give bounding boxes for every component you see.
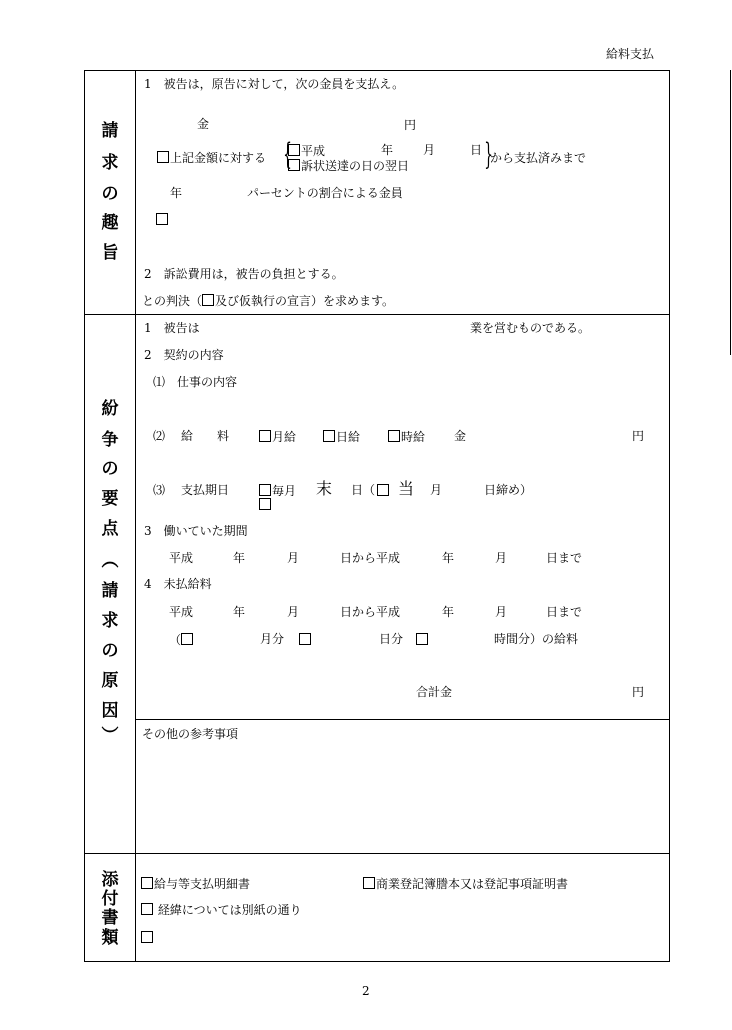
judgment-suffix: 及び仮執行の宣言）を求めます。 [215, 294, 395, 308]
interest-checkbox[interactable] [157, 151, 169, 163]
section-divider [84, 853, 670, 854]
hourly-label: 時給 [401, 430, 426, 444]
right-brace: } [484, 137, 493, 172]
judgment-line [142, 294, 394, 307]
daily-checkbox[interactable] [323, 430, 335, 442]
every-month-label: 毎月 [272, 484, 297, 498]
heading-column-divider [135, 70, 136, 962]
monthly-label: 月給 [272, 430, 297, 444]
section-divider [135, 719, 670, 720]
salary-number: ⑵ [153, 429, 166, 443]
salary-money-label: 金 [454, 429, 467, 443]
period-year-2: 年 [442, 551, 455, 565]
monthly-option[interactable] [259, 430, 296, 443]
day-portion-checkbox[interactable] [299, 633, 311, 645]
heading-char: 求 [101, 153, 119, 173]
unpaid-month-2: 月 [495, 605, 508, 619]
heading-char: 因 [101, 701, 119, 721]
heading-char: 求 [101, 611, 119, 631]
registry-checkbox[interactable] [363, 877, 375, 889]
other-payday-checkbox[interactable] [259, 498, 271, 510]
work-content-label: ⑴ 仕事の内容 [153, 375, 238, 389]
unpaid-until: 日まで [546, 605, 583, 619]
extra-claim-checkbox[interactable] [156, 213, 168, 225]
left-brace: { [283, 137, 292, 172]
judgment-prefix: との判決（ [142, 294, 203, 308]
unpaid-heisei: 平成 [169, 605, 194, 619]
hour-portion-checkbox[interactable] [416, 633, 428, 645]
current-month: 当 [398, 479, 415, 498]
payday-label: 支払期日 [181, 483, 230, 497]
closing-day: 日締め） [484, 483, 533, 497]
claim-item-1: 1 被告は，原告に対して，次の金員を支払え。 [144, 77, 405, 91]
salary-yen: 円 [632, 429, 645, 443]
service-label: 訴状送達の日の翌日 [301, 159, 410, 173]
details-option[interactable] [141, 903, 302, 916]
heading-char: 争 [101, 430, 119, 450]
table-border-top [84, 70, 670, 71]
period-from: 日から平成 [340, 551, 401, 565]
unpaid-salary-heading: 4 未払給料 [144, 577, 212, 591]
every-month-option[interactable] [259, 484, 296, 497]
rate-text: パーセントの割合による金員 [247, 186, 403, 200]
unpaid-from: 日から平成 [340, 605, 401, 619]
daily-label: 日給 [336, 430, 361, 444]
heading-char: 旨 [101, 243, 119, 263]
heisei-label: 平成 [301, 144, 326, 158]
interest-option[interactable] [157, 151, 266, 164]
table-border-right [669, 70, 670, 962]
heading-char: 請 [101, 121, 119, 141]
other-notes-label: その他の参考事項 [142, 727, 239, 741]
claim-item-2: 2 訴訟費用は，被告の負担とする。 [144, 267, 344, 281]
period-month-2: 月 [495, 551, 508, 565]
heading-char: 紛 [101, 399, 119, 419]
monthly-checkbox[interactable] [259, 430, 271, 442]
heisei-checkbox[interactable] [288, 144, 300, 156]
document-title: 給料支払 [606, 47, 655, 61]
registry-option[interactable] [363, 877, 568, 890]
section-divider [84, 314, 670, 315]
interest-label: 上記金額に対する [170, 151, 267, 165]
payday-number: ⑶ [153, 483, 166, 497]
unpaid-year: 年 [233, 605, 246, 619]
closing-month: 月 [430, 483, 443, 497]
heading-char: 趣 [101, 213, 119, 233]
heading-char: 要 [101, 489, 119, 509]
details-label: 経緯については別紙の通り [157, 903, 302, 917]
unpaid-year-2: 年 [442, 605, 455, 619]
unit-month: 月 [423, 143, 436, 157]
unit-day: 日 [470, 143, 483, 157]
period-year: 年 [233, 551, 246, 565]
period-until: 日まで [546, 551, 583, 565]
pay-statement-label: 給与等支払明細書 [154, 877, 251, 891]
table-border-bottom [84, 961, 670, 962]
heading-char: 点 [101, 519, 119, 539]
page-number: 2 [362, 984, 370, 998]
heading-char: ︶ [101, 726, 119, 746]
day-portion-label: 日分 [379, 632, 404, 646]
period-month: 月 [287, 551, 300, 565]
heading-char: の [101, 184, 119, 204]
until-paid: から支払済みまで [490, 151, 587, 165]
table-border-left [84, 70, 85, 962]
daily-option[interactable] [323, 430, 360, 443]
hourly-option[interactable] [388, 430, 425, 443]
heading-char: 請 [101, 581, 119, 601]
margin-rule [730, 70, 731, 355]
salary-label: 給 料 [181, 429, 230, 443]
end-of-month: 末 [316, 479, 333, 498]
total-yen: 円 [632, 685, 645, 699]
heading-char: の [101, 641, 119, 661]
month-portion-option[interactable] [169, 633, 194, 646]
closing-checkbox[interactable] [377, 484, 389, 496]
dispute-item-1-prefix: 1 被告は [144, 321, 200, 335]
money-label: 金 [197, 117, 210, 131]
service-checkbox[interactable] [288, 159, 300, 171]
heading-char: 原 [101, 671, 119, 691]
yen-label: 円 [404, 118, 417, 132]
period-heisei: 平成 [169, 551, 194, 565]
contract-heading: 2 契約の内容 [144, 348, 224, 362]
month-portion-checkbox[interactable] [181, 633, 193, 645]
details-checkbox[interactable] [141, 903, 153, 915]
work-period-heading: 3 働いていた期間 [144, 524, 248, 538]
provisional-execution-checkbox[interactable] [202, 294, 214, 306]
pay-statement-option[interactable] [141, 877, 250, 890]
heading-char: 添 [101, 870, 119, 890]
service-option[interactable] [288, 159, 409, 172]
unpaid-month: 月 [287, 605, 300, 619]
pay-statement-checkbox[interactable] [141, 877, 153, 889]
heading-char: ︵ [101, 551, 119, 571]
heisei-option[interactable] [288, 144, 325, 157]
heading-char: の [101, 459, 119, 479]
registry-label: 商業登記簿謄本又は登記事項証明書 [376, 877, 569, 891]
heading-char: 類 [101, 928, 119, 948]
total-label: 合計金 [416, 685, 453, 699]
paren-open: （ [169, 633, 182, 647]
other-attachment-checkbox[interactable] [141, 931, 153, 943]
heading-char: 付 [101, 889, 119, 909]
month-portion-label: 月分 [260, 632, 285, 646]
hourly-checkbox[interactable] [388, 430, 400, 442]
dispute-item-1-suffix: 業を営むものである。 [470, 321, 591, 335]
rate-year: 年 [170, 186, 183, 200]
hour-portion-label: 時間分）の給料 [494, 632, 579, 646]
every-month-checkbox[interactable] [259, 484, 271, 496]
day-open: 日（ [351, 483, 376, 497]
heading-char: 書 [101, 908, 119, 928]
unit-year: 年 [381, 143, 394, 157]
